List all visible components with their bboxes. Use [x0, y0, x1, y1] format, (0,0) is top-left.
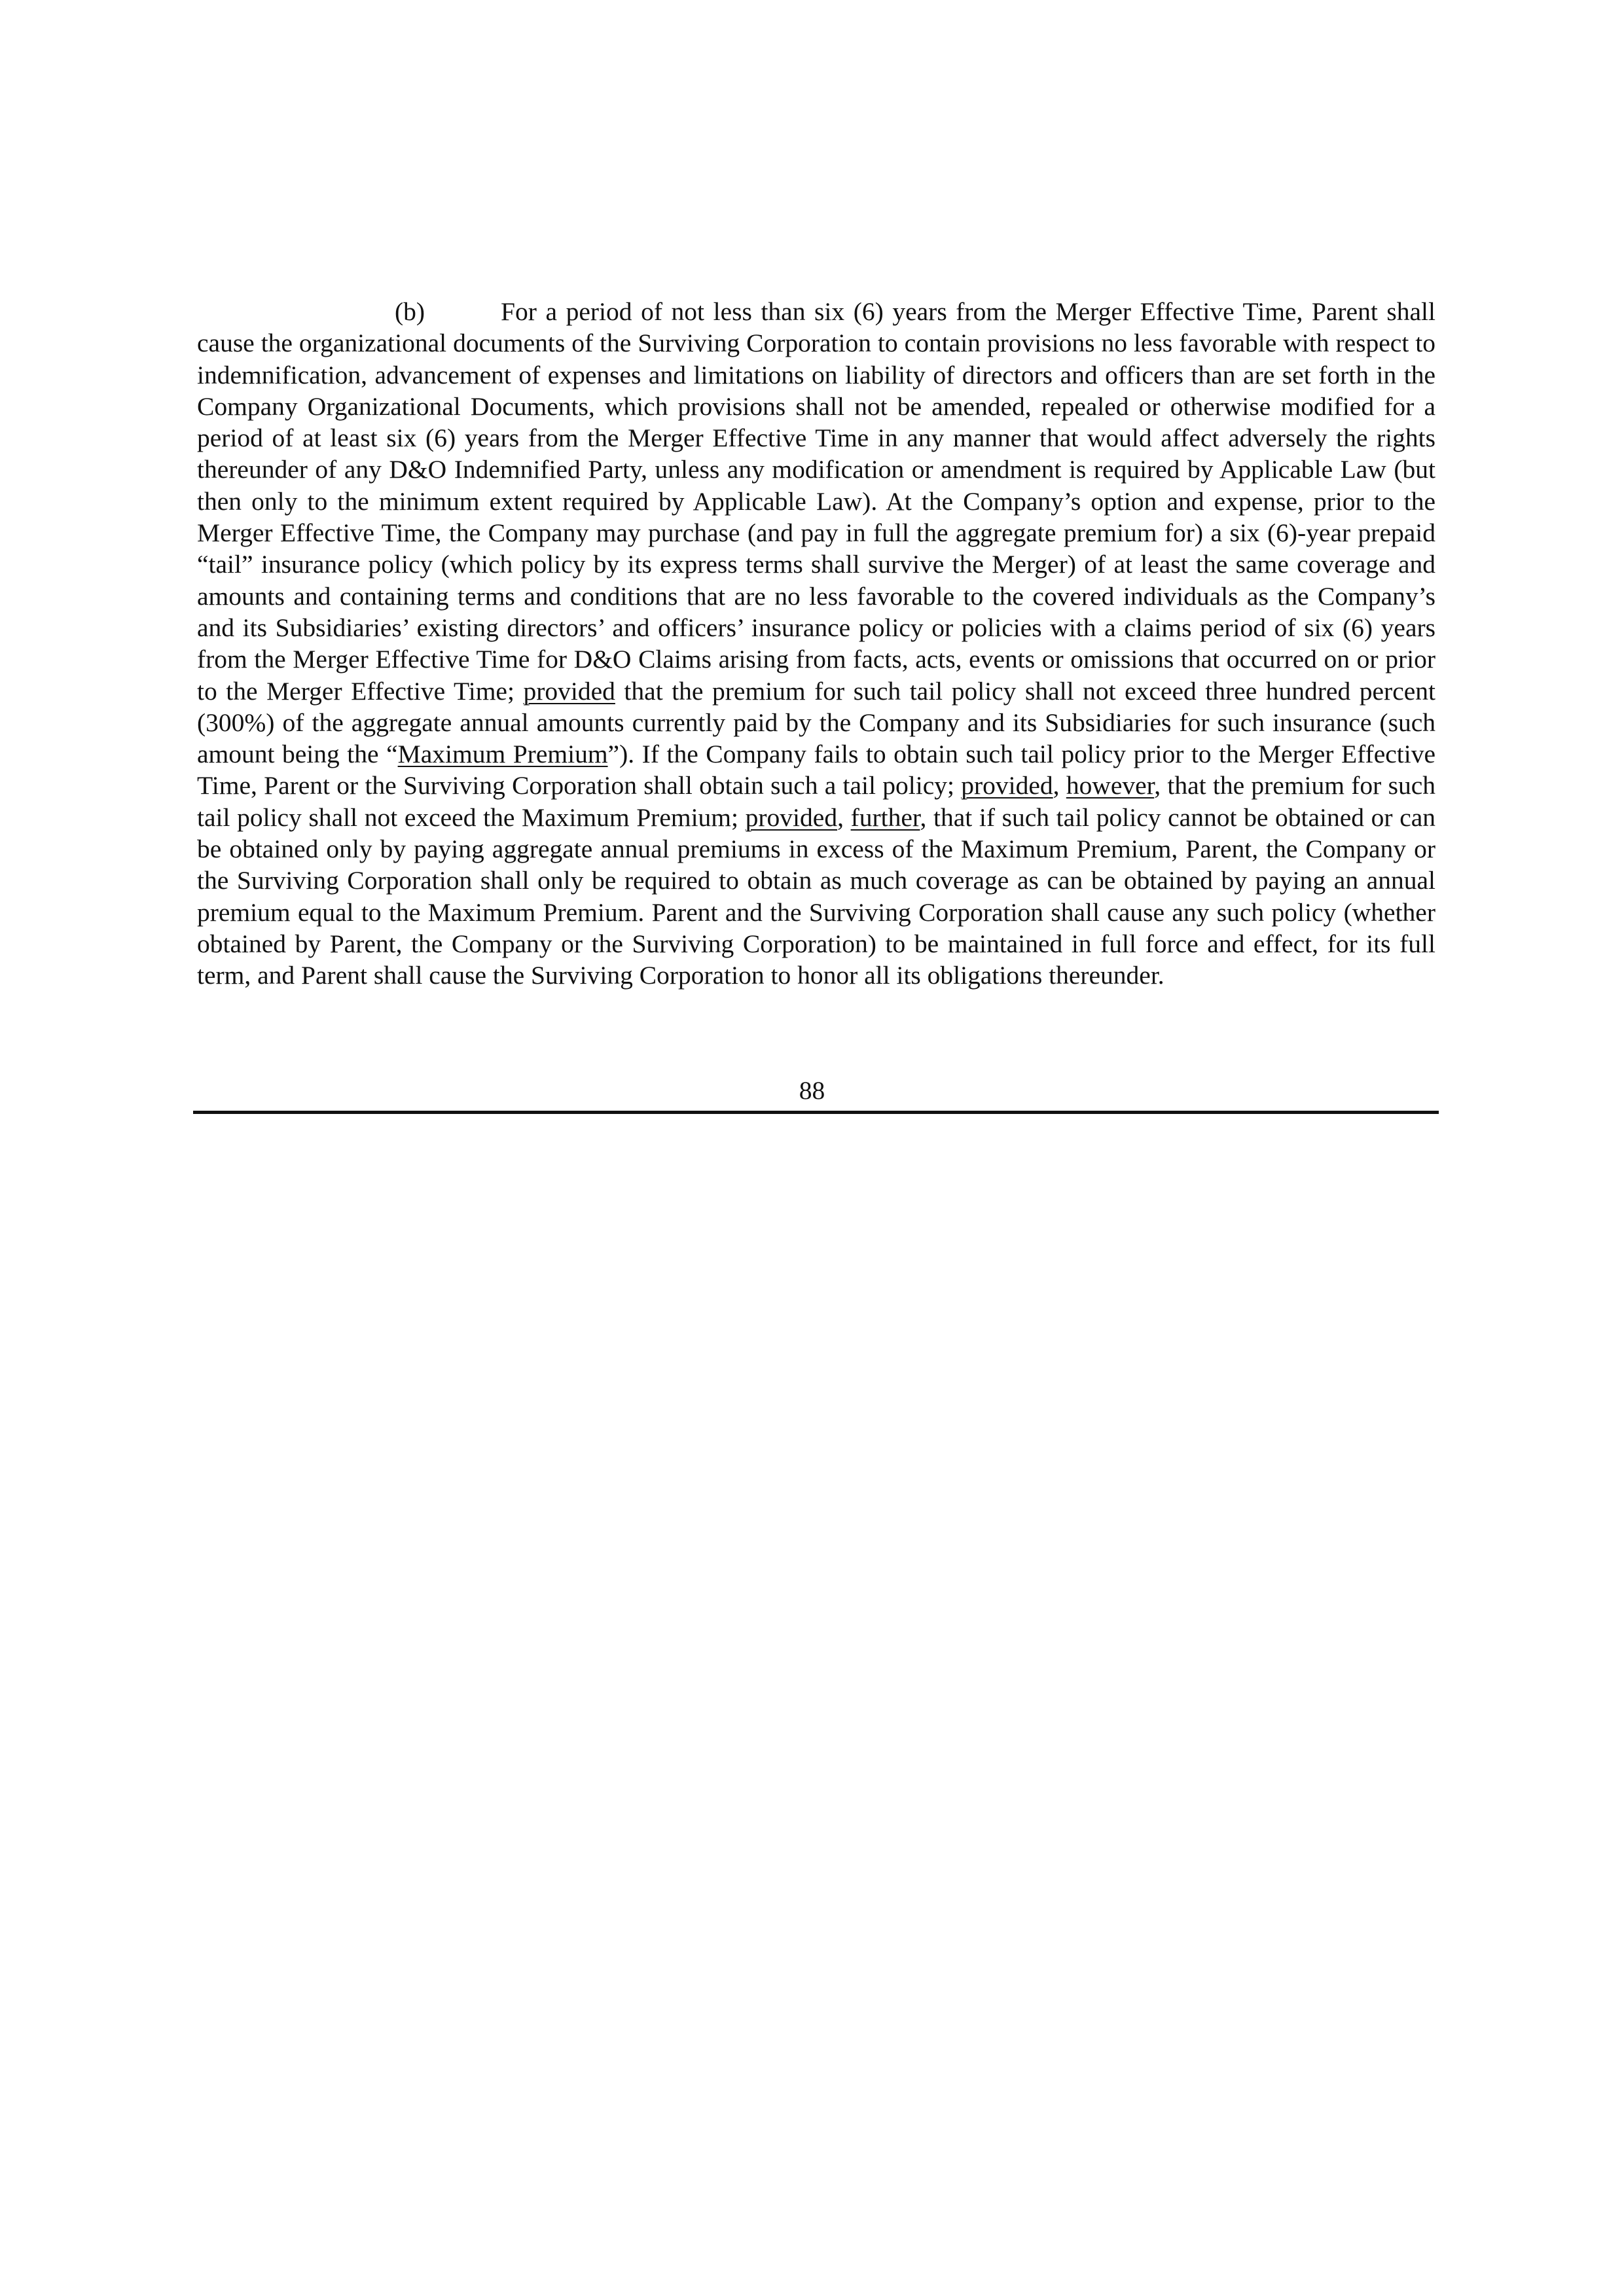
- defined-term-however: however: [1066, 771, 1155, 800]
- paragraph-text: ,: [1053, 771, 1066, 800]
- paragraph-label: (b): [395, 297, 425, 326]
- defined-term-maximum-premium: Maximum Premium: [397, 740, 608, 769]
- defined-term-provided: provided: [961, 771, 1053, 800]
- defined-term-provided: provided: [523, 676, 615, 706]
- paragraph-text: , that if such tail policy cannot be obtained or can be obtained only by paying aggregate annual premiums in excess of the Maximum Premium, Parent, the Company or the Surviving Corporation shall only be required to obtain as much coverage as can be obtained by paying an annual premium equal to the Maximum Premium. Parent and the Surviving Corporation shall cause any such policy (whether obtained by Parent, the Company or the Surviving Corporation) to be maintained in full force and effect, for its full term, and Parent shall cause the Surviving Corporation to honor all its obligations thereunder.: [197, 802, 1436, 990]
- defined-term-further: further: [850, 802, 920, 832]
- paragraph-text: that the premium for such tail policy shall not exceed three hundred percent (300%) of the aggregate annual amounts currently paid by the Company and its Subsidiaries for such insurance (such amount being the “: [197, 676, 1435, 769]
- page-number: 88: [799, 1076, 825, 1105]
- paragraph-text: ,: [837, 802, 851, 832]
- paragraph-text: For a period of not less than six (6) years from the Merger Effective Time, Parent shall cause the organizational documents of the Surviving Corporation to contain provisions no less favorable with respect to indemnification, advancement of expenses and limitations on liability of directors and officers than are set forth in the Company Organizational Documents, which provisions shall not be amended, repealed or otherwise modified for a period of at least six (6) years from the Merger Effective Time in any manner that would affect adversely the rights thereunder of any D&O Indemnified Party, unless any modification or amendment is required by Applicable Law (but then only to the minimum extent required by Applicable Law). At the Company’s option and expense, prior to the Merger Effective Time, the Company may purchase (and pay in full the aggregate premium for) a six (6)-year prepaid “tail” insurance policy (which policy by its express terms shall survive the Merger) of at least the same coverage and amounts and containing terms and conditions that are no less favorable to the covered individuals as the Company’s and its Subsidiaries’ existing directors’ and officers’ insurance policy or policies with a claims period of six (6) years from the Merger Effective Time for D&O Claims arising from facts, acts, events or omissions that occurred on or prior to the Merger Effective Time;: [197, 297, 1435, 706]
- defined-term-provided: provided: [745, 802, 838, 832]
- footer-rule: [193, 1111, 1439, 1114]
- paragraph-b: [197, 296, 1435, 992]
- paragraph-text: , that the premium for such tail policy shall not exceed the Maximum Premium;: [197, 771, 1435, 832]
- paragraph-text: ”). If the Company fails to obtain such tail policy prior to the Merger Effective Time, Parent or the Surviving Corporation shall obtain such a tail policy;: [197, 740, 1435, 800]
